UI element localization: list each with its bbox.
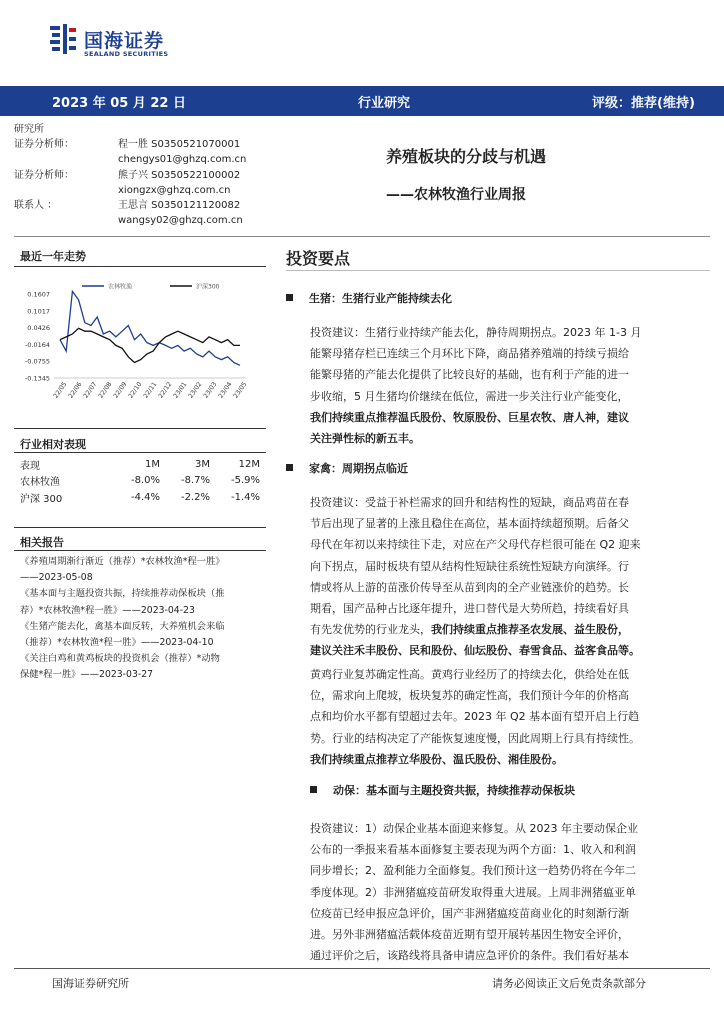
x-tick-label: 22/10 — [127, 380, 144, 400]
x-tick-label: 22/11 — [142, 380, 159, 400]
divider — [14, 428, 266, 429]
report-date: 2023 年 05 月 22 日 — [52, 96, 186, 111]
analyst-row: 研究所 — [14, 124, 44, 135]
table-header-row: 表现 1M 3M 12M — [20, 458, 260, 472]
y-tick-label: 0.1607 — [27, 290, 50, 299]
x-tick-label: 22/05 — [52, 380, 69, 400]
x-tick-label: 23/05 — [232, 380, 249, 400]
bullet-square-icon — [286, 464, 293, 471]
section-body-poultry: 投资建议：受益于补栏需求的回升和结构性的短缺，商品鸡苗在春 节后出现了显著的上涨且稳住在高位，基本面持续超预期。后备父 母代在年初以来持续往下走，对应在产父母代存栏很可能在 Q2 迎来 向下拐点，届时板块有望从结构性短缺往系统性短缺方向演绎。行 情或将从上游的苗涨价传导至从苗到肉的全产业链涨价的趋势。长 期看，国产品种占比逐年提升，进口替代是大势所趋，持续看好具 有先发优势的行业龙头，我们持续重点推荐圣农发展、益生股份， 建议关注禾丰股份、民和股份、仙坛股份、春雪食品、益客食品等。 — [310, 496, 641, 658]
x-tick-label: 22/09 — [112, 380, 129, 400]
analyst-block — [14, 122, 284, 228]
x-tick-label: 23/01 — [172, 380, 189, 400]
related-reports — [20, 554, 266, 684]
analyst-row: 证券分析师： 程一胜 S0350521070001 — [14, 139, 241, 151]
report-title: 养殖板块的分歧与机遇 — [386, 147, 547, 166]
report-date-line: 荐）*农林牧渔*程一胜》——2023-04-23 — [20, 604, 195, 616]
performance-table — [20, 456, 260, 506]
trend-heading: 最近一年走势 — [20, 250, 86, 263]
report-link[interactable]: 《养殖周期渐行渐近（推荐）*农林牧渔*程一胜》 — [20, 556, 225, 567]
x-tick-label: 22/12 — [157, 380, 174, 400]
y-tick-label: -0.0755 — [24, 357, 50, 366]
report-date-line: 保健*程一胜》——2023-03-27 — [20, 669, 154, 681]
footer-disclaimer: 请务必阅读正文后免责条款部分 — [492, 977, 646, 990]
report-link[interactable]: 《基本面与主题投资共振，持续推荐动保板块（推 — [20, 588, 225, 600]
x-tick-label: 23/03 — [202, 380, 219, 400]
divider — [14, 452, 266, 453]
report-link[interactable]: 《关注白鸡和黄鸡板块的投资机会（推荐）*动物 — [20, 653, 220, 665]
series-line — [60, 328, 240, 362]
x-tick-label: 23/04 — [217, 380, 234, 400]
performance-heading: 行业相对表现 — [20, 438, 86, 451]
analyst-row: chengys01@ghzq.com.cn — [118, 154, 247, 166]
series-line — [60, 291, 240, 365]
section-body-animal-health: 投资建议：1）动保企业基本面迎来修复。从 2023 年主要动保企业 公布的一季报来看基本面修复主要表现为两个方面：1、收入和利润 同步增长；2、盈利能力全面修复。我们预计这一趋势仍将在今年二 季度体现。2）非洲猪瘟疫苗研发取得重大进展。上周非洲猪瘟亚单 位疫苗已经申报应急评价，国产非洲猪瘟疫苗商业化的时刻渐行渐 进。另外非洲猪瘟活载体疫苗近期有望开展转基因生物安全评价， 通过评价之后，该路线将具备申请应急评价的条件。我们看好基本 — [310, 822, 638, 963]
x-tick-label: 23/02 — [187, 380, 204, 400]
x-tick-label: 22/08 — [97, 380, 114, 400]
section-body-pig: 投资建议：生猪行业持续产能去化，静待周期拐点。2023 年 1-3 月 能繁母猪存栏已连续三个月环比下降，商品猪养殖端的持续亏损给 能繁母猪的产能去化提供了比较良好的基础，也有利于产能的进一 步收缩，5 月生猪均价继续在低位，需进一步关注行业产能变化， 我们持续重点推荐温氏股份、牧原股份、巨星农牧、唐人神，建议 关注弹性标的新五丰。 — [310, 326, 642, 446]
report-subtitle: ——农林牧渔行业周报 — [386, 187, 526, 203]
section-body-yellow-chicken: 黄鸡行业复苏确定性高。黄鸡行业经历了的持续去化，供给处在低 位，需求向上爬坡，板块复苏的确定性高，我们预计今年的价格高 点和均价水平都有望超过去年。2023 年 Q2 基本面有望开启上行趋 势。行业的结构决定了产能恢复速度慢，因此周期上行具有持续性。 我们持续重点推荐立华股份、温氏股份、湘佳股份。 — [310, 668, 640, 766]
report-link[interactable]: 《生猪产能去化，禽基本面反转，大养殖机会来临 — [20, 620, 225, 632]
x-tick-label: 22/07 — [82, 380, 99, 400]
divider — [14, 236, 710, 237]
footer-institute: 国海证券研究所 — [52, 977, 129, 990]
x-tick-label: 22/06 — [67, 380, 84, 400]
analyst-row: wangsy02@ghzq.com.cn — [118, 215, 243, 227]
divider — [14, 527, 266, 528]
divider — [14, 266, 266, 267]
analyst-row: 联系人 ： 王思言 S0350121120082 — [14, 200, 241, 212]
table-row: 沪深 300 -4.4% -2.2% -1.4% — [20, 491, 260, 505]
report-rating: 评级：推荐(维持) — [592, 96, 695, 111]
y-tick-label: 0.0426 — [27, 324, 50, 333]
section-heading-animal-health: 动保：基本面与主题投资共振，持续推荐动保板块 — [310, 782, 575, 798]
y-tick-label: 0.1017 — [27, 307, 50, 316]
report-date-line: ——2023-05-08 — [20, 572, 93, 584]
logo-text-en: SEALAND SECURITIES — [84, 50, 169, 58]
y-tick-label: -0.1345 — [24, 374, 50, 383]
footer-divider — [14, 968, 710, 969]
reports-heading: 相关报告 — [20, 536, 64, 549]
analyst-row: 证券分析师： 熊子兴 S0350522100002 — [14, 169, 241, 181]
logo-text-cn: 国海证券 — [84, 30, 165, 52]
report-category: 行业研究 — [358, 96, 411, 111]
sealand-logo-icon — [50, 24, 76, 54]
section-heading-poultry: 家禽：周期拐点临近 — [286, 460, 408, 476]
analyst-row: xiongzx@ghzq.com.cn — [118, 184, 231, 196]
bullet-square-icon — [286, 294, 293, 301]
y-tick-label: -0.0164 — [24, 340, 50, 349]
table-row: 农林牧渔 -8.0% -8.7% -5.9% — [20, 475, 260, 489]
section-heading-pig: 生猪：生猪行业产能持续去化 — [286, 290, 452, 306]
legend-label: 农林牧渔 — [108, 283, 133, 291]
divider — [286, 270, 710, 271]
divider — [14, 550, 266, 551]
key-points-heading: 投资要点 — [286, 249, 351, 268]
trend-chart — [20, 276, 256, 412]
report-date-line: （推荐）*农林牧渔*程一胜》——2023-04-10 — [20, 637, 214, 649]
bullet-square-icon — [310, 786, 317, 793]
legend-label: 沪深300 — [196, 283, 220, 291]
